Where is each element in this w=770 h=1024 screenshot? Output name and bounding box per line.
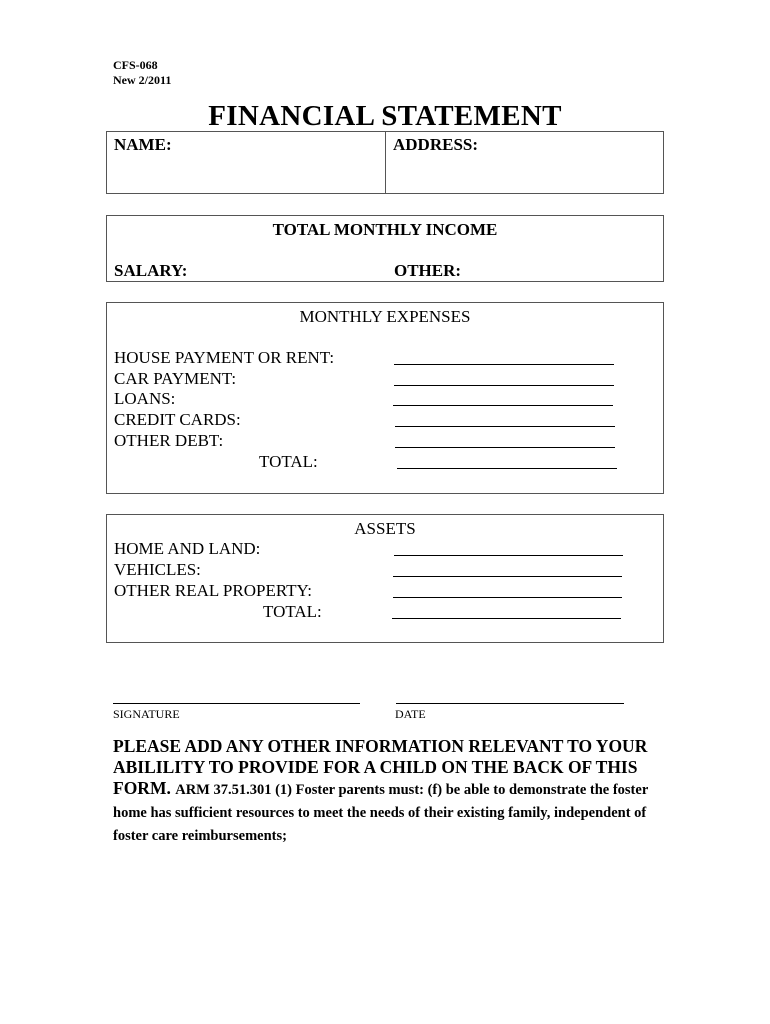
expense-label-loans: LOANS: [114, 389, 176, 408]
expense-other-debt-input-line[interactable] [395, 447, 615, 448]
expense-car-input-line[interactable] [394, 385, 614, 386]
address-field[interactable] [386, 132, 663, 193]
asset-total-label: TOTAL: [263, 602, 322, 621]
asset-label-other-real-property: OTHER REAL PROPERTY: [114, 581, 312, 600]
date-input-line[interactable] [396, 703, 624, 704]
assets-section [106, 514, 664, 643]
expense-total-input-line[interactable] [397, 468, 617, 469]
asset-other-real-property-input-line[interactable] [393, 597, 622, 598]
expense-label-car: CAR PAYMENT: [114, 369, 237, 388]
expenses-section [106, 302, 664, 494]
signature-input-line[interactable] [113, 703, 360, 704]
asset-home-land-input-line[interactable] [394, 555, 623, 556]
expense-credit-cards-input-line[interactable] [395, 426, 615, 427]
expense-label-other-debt: OTHER DEBT: [114, 431, 224, 450]
asset-label-home-land: HOME AND LAND: [114, 539, 261, 558]
page-title: FINANCIAL STATEMENT [208, 100, 562, 132]
expense-loans-input-line[interactable] [393, 405, 613, 406]
asset-total-input-line[interactable] [392, 618, 621, 619]
form-code: CFS-068 [113, 58, 158, 72]
expense-total-label: TOTAL: [259, 452, 318, 471]
date-label: DATE [395, 707, 426, 721]
asset-label-vehicles: VEHICLES: [114, 560, 201, 579]
salary-field[interactable]: SALARY: [114, 261, 188, 280]
assets-heading: ASSETS [354, 519, 416, 538]
expenses-heading: MONTHLY EXPENSES [299, 307, 471, 326]
notice-bold-text: PLEASE ADD ANY OTHER INFORMATION RELEVANT TO YOUR ABILILITY TO PROVIDE FOR A CHILD ON THE BACK OF THIS FORM. [113, 736, 648, 798]
asset-vehicles-input-line[interactable] [393, 576, 622, 577]
form-code-block [113, 58, 171, 88]
expense-label-credit-cards: CREDIT CARDS: [114, 410, 241, 429]
notice-paragraph [113, 736, 673, 847]
name-label: NAME: [114, 135, 172, 154]
signature-label: SIGNATURE [113, 707, 180, 721]
other-income-field[interactable]: OTHER: [394, 261, 462, 280]
identity-section [106, 131, 664, 194]
address-label: ADDRESS: [393, 135, 479, 154]
income-heading: TOTAL MONTHLY INCOME [272, 220, 498, 239]
name-field[interactable] [107, 132, 386, 193]
expense-house-input-line[interactable] [394, 364, 614, 365]
form-revision: New 2/2011 [113, 73, 172, 87]
income-section [106, 215, 664, 282]
notice-regulation-text: ARM 37.51.301 (1) Foster parents must: (f) be able to demonstrate the foster home has sufficient resources to meet the needs of their existing family, independent of foster care reimbursements; [113, 782, 648, 844]
expense-label-house: HOUSE PAYMENT OR RENT: [114, 348, 335, 367]
